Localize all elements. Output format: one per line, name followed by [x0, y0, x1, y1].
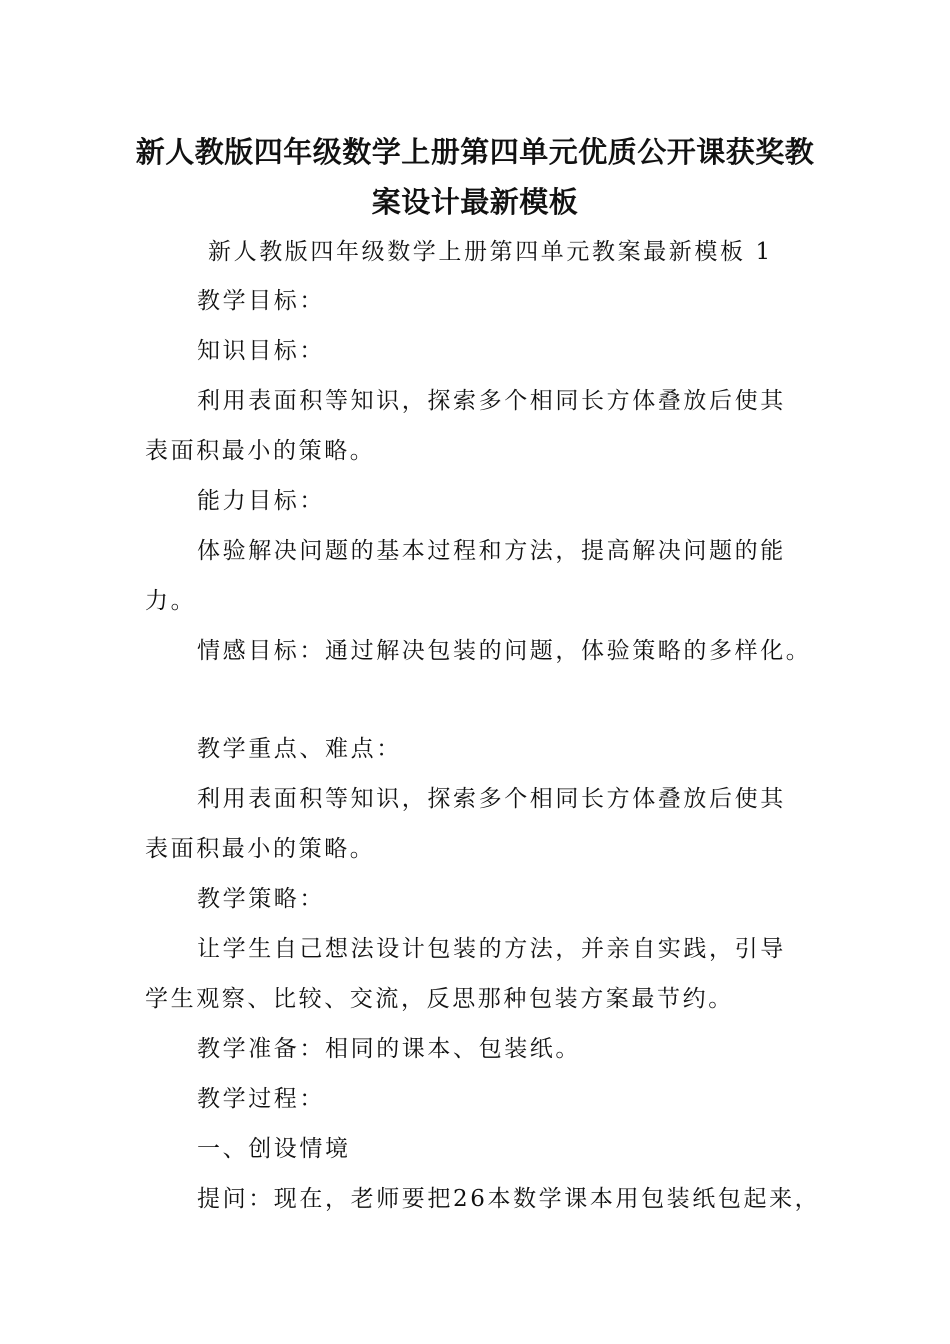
paragraph-line: 表面积最小的策略。 [145, 438, 376, 464]
paragraph-line: 教学重点、难点： [197, 736, 402, 762]
document-title-line-1: 新人教版四年级数学上册第四单元优质公开课获奖教 [135, 135, 815, 169]
paragraph-line: 让学生自己想法设计包装的方法，并亲自实践，引导 [197, 936, 786, 962]
paragraph-line: 情感目标：通过解决包装的问题，体验策略的多样化。 [197, 638, 812, 664]
document-subtitle: 新人教版四年级数学上册第四单元教案最新模板 1 [208, 239, 773, 265]
paragraph-line: 利用表面积等知识，探索多个相同长方体叠放后使其 [197, 786, 786, 812]
paragraph-line: 表面积最小的策略。 [145, 836, 376, 862]
paragraph-line: 提问：现在，老师要把26本数学课本用包装纸包起来， [197, 1186, 821, 1212]
paragraph-line: 能力目标： [197, 488, 325, 514]
paragraph-line: 知识目标： [197, 338, 325, 364]
paragraph-line: 教学过程： [197, 1086, 325, 1112]
paragraph-line: 教学目标： [197, 288, 325, 314]
paragraph-line: 力。 [145, 588, 197, 614]
paragraph-line: 学生观察、比较、交流，反思那种包装方案最节约。 [145, 986, 734, 1012]
paragraph-line: 教学策略： [197, 886, 325, 912]
paragraph-line: 体验解决问题的基本过程和方法，提高解决问题的能 [197, 538, 786, 564]
paragraph-line: 一、创设情境 [197, 1136, 351, 1162]
paragraph-line: 利用表面积等知识，探索多个相同长方体叠放后使其 [197, 388, 786, 414]
document-title-line-2: 案设计最新模板 [371, 185, 579, 219]
paragraph-line: 教学准备：相同的课本、包装纸。 [197, 1036, 581, 1062]
